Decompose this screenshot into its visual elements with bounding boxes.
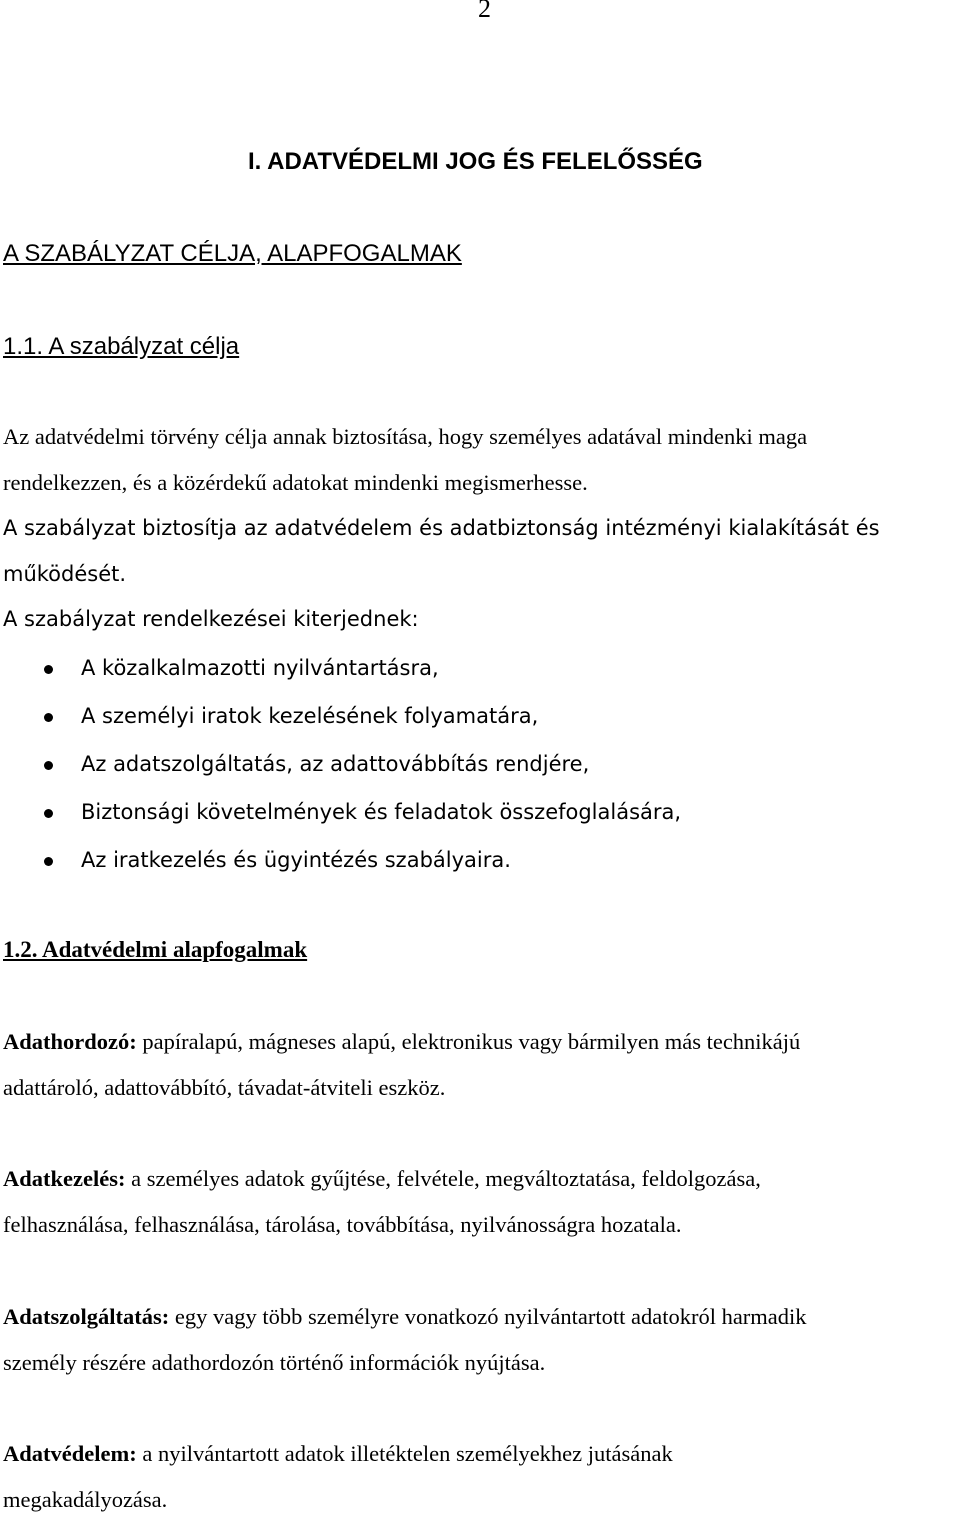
definition-line: személy részére adathordozón történő információk nyújtása.	[3, 1350, 546, 1375]
list-item-text: Az adatszolgáltatás, az adattovábbítás rendjére,	[81, 752, 590, 776]
list-item-text: Az iratkezelés és ügyintézés szabályaira.	[81, 848, 511, 872]
intro-line-5: A szabályzat rendelkezései kiterjednek:	[3, 607, 419, 631]
bullet-icon	[44, 857, 53, 866]
definition-term: Adatkezelés:	[3, 1166, 126, 1191]
subsection-title-1-1: 1.1. A szabályzat célja	[3, 333, 240, 360]
definition-line	[3, 1441, 673, 1467]
definition-text: papíralapú, mágneses alapú, elektronikus vagy bármilyen más technikájú	[136, 1029, 801, 1054]
intro-line-2: rendelkezzen, és a közérdekű adatokat mindenki megismerhesse.	[3, 470, 588, 495]
definition-text: a nyilvántartott adatok illetéktelen személyekhez jutásának	[136, 1441, 673, 1466]
definition-line	[3, 1029, 800, 1055]
bullet-icon	[44, 713, 53, 722]
definition-text: egy vagy több személyre vonatkozó nyilvántartott adatokról harmadik	[169, 1304, 807, 1329]
definition-line	[3, 1304, 807, 1330]
intro-line-4: működését.	[3, 562, 127, 586]
intro-line-3: A szabályzat biztosítja az adatvédelem és adatbiztonság intézményi kialakítását és	[3, 516, 880, 540]
bullet-icon	[44, 809, 53, 818]
bullet-icon	[44, 761, 53, 770]
definition-line	[3, 1166, 761, 1192]
definition-text: a személyes adatok gyűjtése, felvétele, megváltoztatása, feldolgozása,	[125, 1166, 761, 1191]
definition-line: felhasználása, felhasználása, tárolása, továbbítása, nyilvánosságra hozatala.	[3, 1212, 682, 1237]
definition-term: Adatszolgáltatás:	[3, 1304, 170, 1329]
definition-term: Adatvédelem:	[3, 1441, 137, 1466]
bullet-icon	[44, 665, 53, 674]
list-item-text: A személyi iratok kezelésének folyamatára,	[81, 704, 539, 728]
definition-line: adattároló, adattovábbító, távadat-átviteli eszköz.	[3, 1075, 446, 1100]
definition-term: Adathordozó:	[3, 1029, 137, 1054]
chapter-title: I. ADATVÉDELMI JOG ÉS FELELŐSSÉG	[248, 148, 703, 175]
page-number: 2	[478, 0, 491, 23]
definition-line: megakadályozása.	[3, 1487, 168, 1512]
list-item-text: A közalkalmazotti nyilvántartásra,	[81, 656, 439, 680]
list-item-text: Biztonsági követelmények és feladatok összefoglalására,	[81, 800, 682, 824]
section-title: A SZABÁLYZAT CÉLJA, ALAPFOGALMAK	[3, 240, 462, 267]
subsection-title-1-2: 1.2. Adatvédelmi alapfogalmak	[3, 937, 308, 962]
intro-line-1: Az adatvédelmi törvény célja annak biztosítása, hogy személyes adatával mindenki maga	[3, 424, 808, 449]
